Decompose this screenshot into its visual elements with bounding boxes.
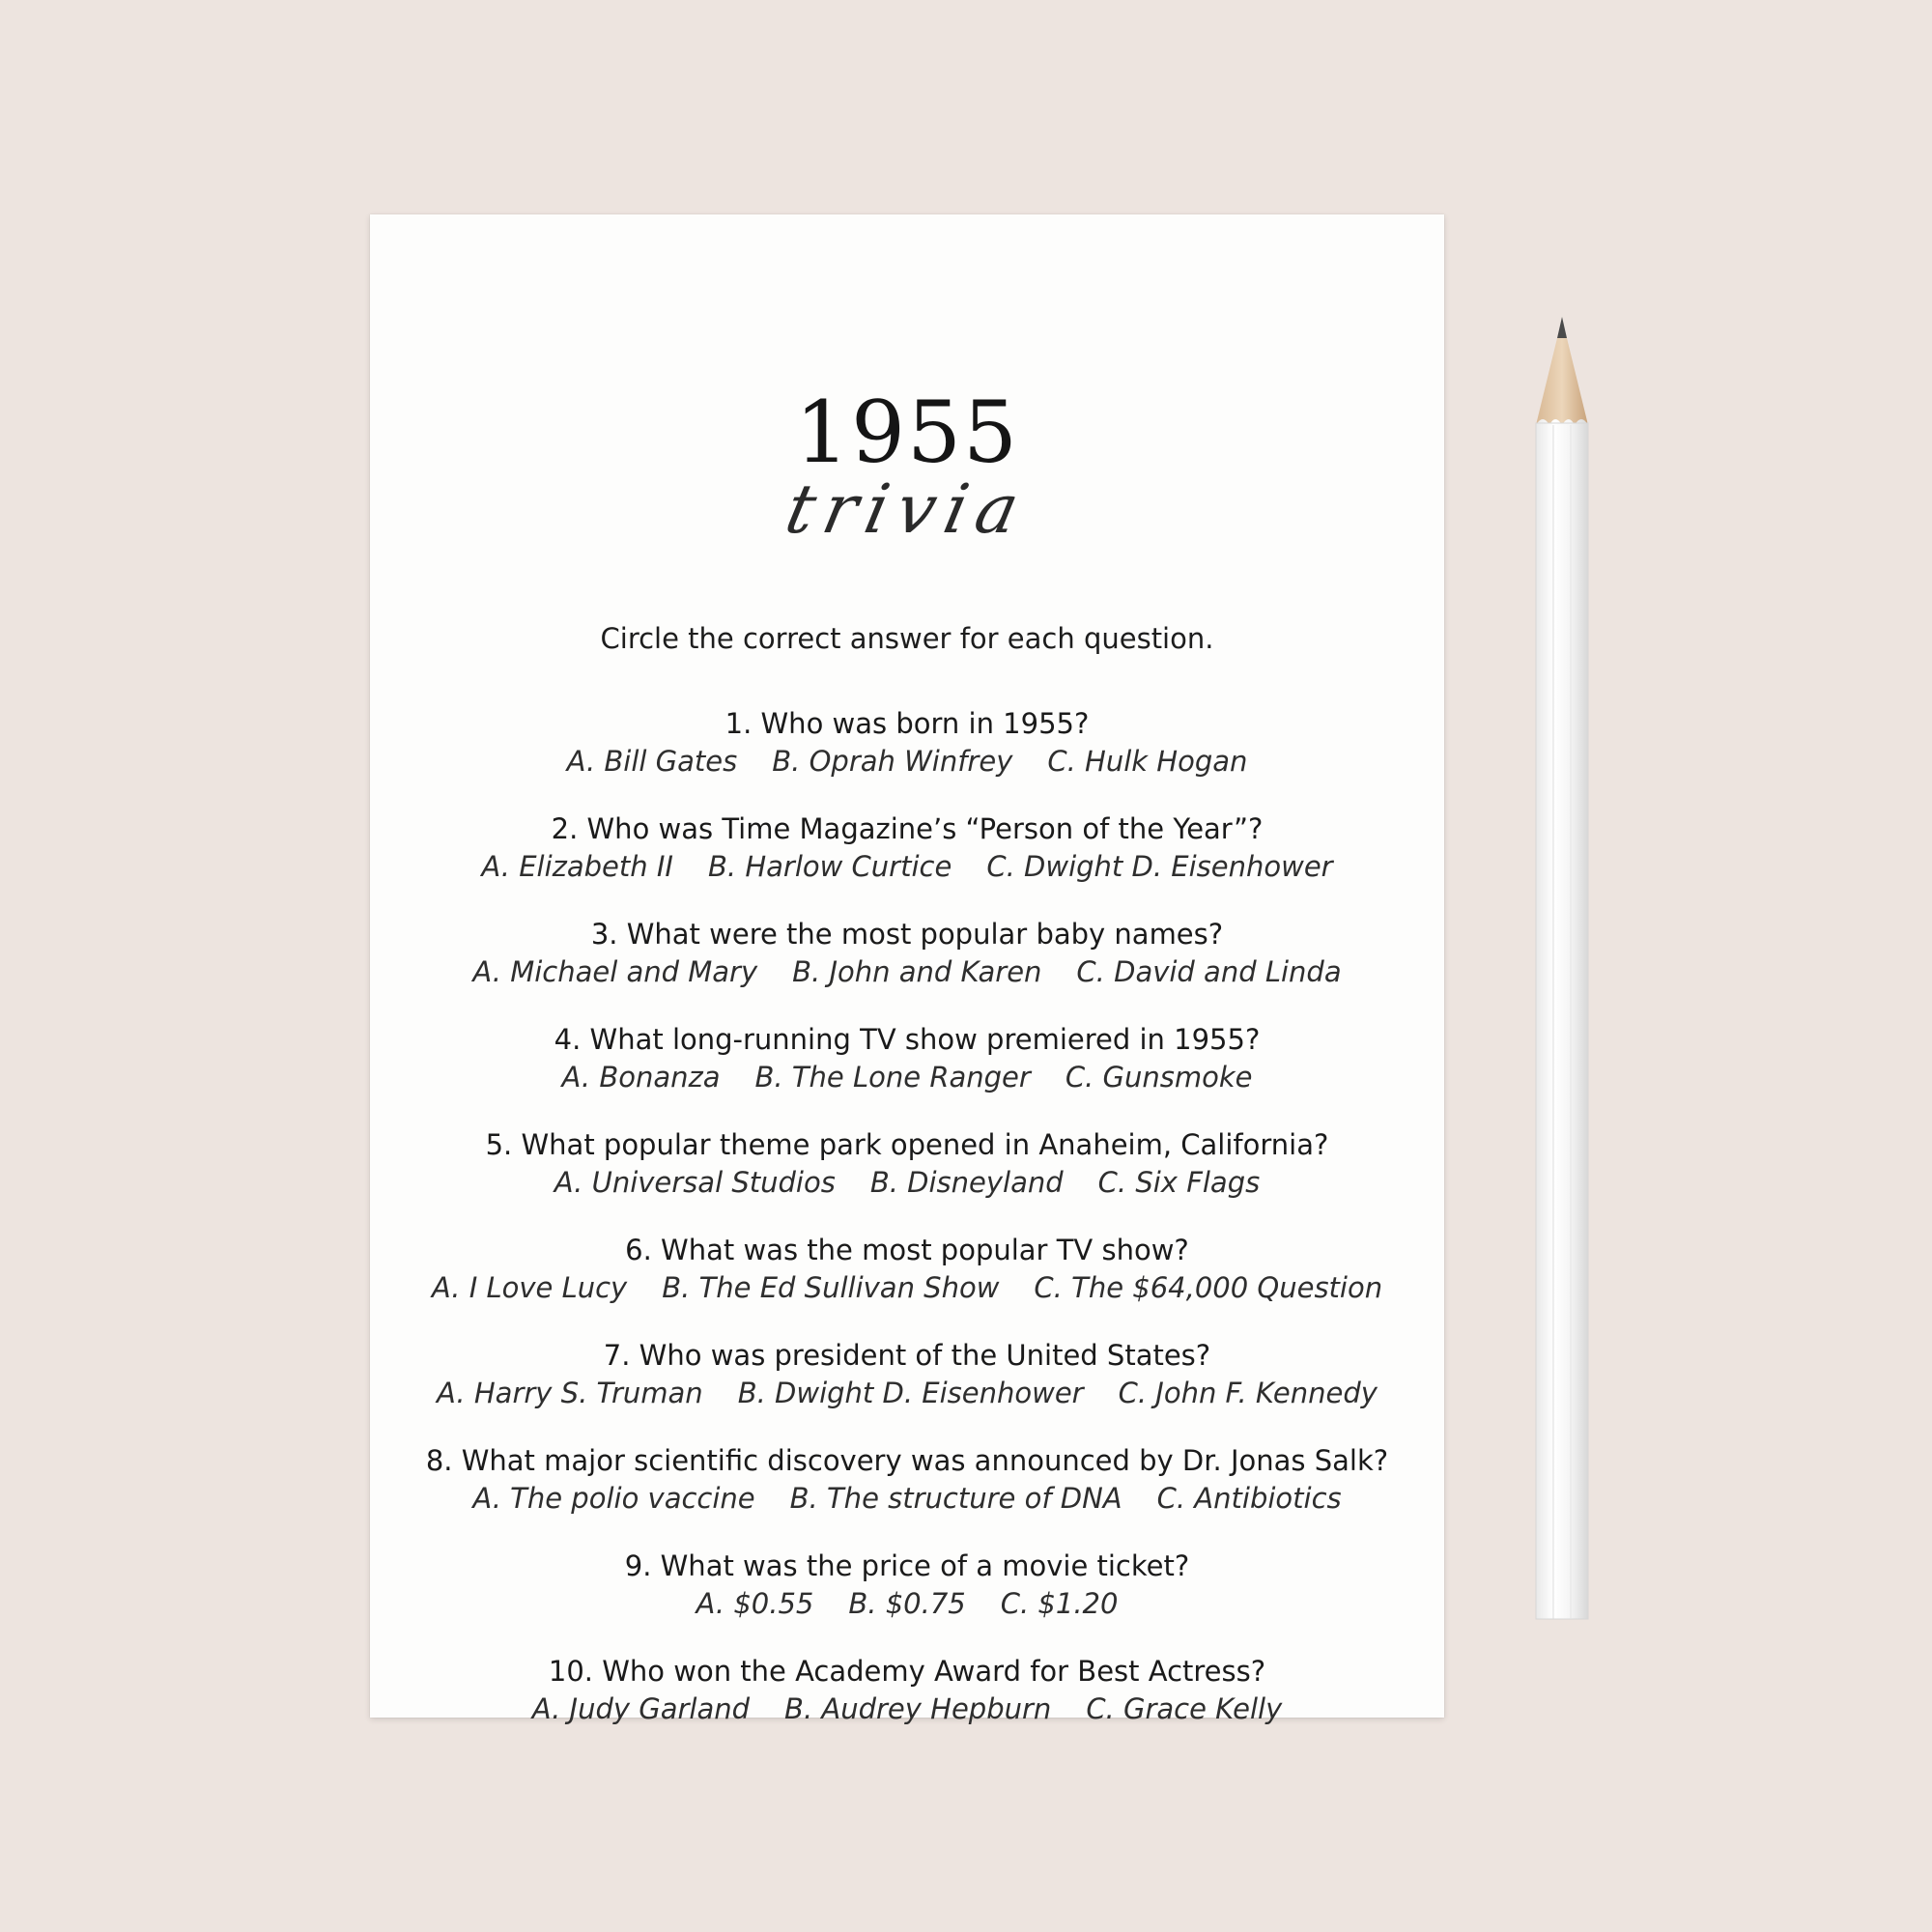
option-c[interactable]: C. Dwight D. Eisenhower [986,850,1333,883]
option-a[interactable]: A. Universal Studios [554,1166,836,1199]
option-c[interactable]: C. Six Flags [1097,1166,1261,1199]
instructions: Circle the correct answer for each question. [600,622,1214,655]
question-text: 1. Who was born in 1955? [724,707,1090,740]
option-a[interactable]: A. Harry S. Truman [437,1377,703,1409]
question-text: 3. What were the most popular baby names? [590,918,1224,951]
question-2 [370,810,1444,886]
answer-options [370,847,1444,886]
answer-options [370,1058,1444,1096]
option-c[interactable]: C. Gunsmoke [1065,1061,1253,1094]
option-a[interactable]: A. The polio vaccine [472,1482,755,1515]
question-3 [370,916,1444,991]
question-text: 7. Who was president of the United States? [603,1339,1211,1372]
question-text: 8. What major scientific discovery was announced by Dr. Jonas Salk? [425,1444,1389,1477]
option-c[interactable]: C. $1.20 [1000,1587,1119,1620]
option-b[interactable]: B. Harlow Curtice [707,850,952,883]
option-b[interactable]: B. The structure of DNA [789,1482,1122,1515]
trivia-card [370,214,1444,1725]
option-b[interactable]: B. The Lone Ranger [754,1061,1031,1094]
question-text: 2. Who was Time Magazine’s “Person of the Year”? [551,812,1264,845]
option-a[interactable]: A. Bill Gates [566,745,738,778]
option-c[interactable]: C. Grace Kelly [1086,1692,1283,1725]
option-c[interactable]: C. John F. Kennedy [1118,1377,1378,1409]
option-b[interactable]: B. Audrey Hepburn [784,1692,1052,1725]
question-text: 9. What was the price of a movie ticket? [624,1549,1190,1582]
answer-options [370,1163,1444,1202]
question-text: 5. What popular theme park opened in Anaheim, California? [485,1128,1329,1161]
option-c[interactable]: C. Antibiotics [1156,1482,1342,1515]
option-a[interactable]: A. $0.55 [696,1587,814,1620]
question-4 [370,1021,1444,1096]
title-subtitle: trivia [779,469,1036,549]
option-a[interactable]: A. Judy Garland [531,1692,751,1725]
option-a[interactable]: A. Bonanza [561,1061,721,1094]
option-a[interactable]: A. Elizabeth II [481,850,673,883]
question-5 [370,1126,1444,1202]
answer-options [370,1479,1444,1518]
question-text: 10. Who won the Academy Award for Best Actress? [548,1655,1266,1688]
answer-options [370,1690,1444,1728]
option-a[interactable]: A. I Love Lucy [431,1271,628,1304]
question-text: 4. What long-running TV show premiered in 1955? [554,1023,1261,1056]
question-10 [370,1653,1444,1728]
question-6 [370,1232,1444,1307]
option-b[interactable]: B. John and Karen [792,955,1042,988]
question-1 [370,705,1444,781]
option-c[interactable]: C. The $64,000 Question [1034,1271,1383,1304]
question-8 [370,1442,1444,1518]
answer-options [370,1268,1444,1307]
pencil-icon [1534,317,1590,1621]
answer-options [370,1584,1444,1623]
option-b[interactable]: B. Dwight D. Eisenhower [737,1377,1084,1409]
title-year: 1955 [795,383,1019,482]
question-9 [370,1548,1444,1623]
answer-options [370,742,1444,781]
question-text: 6. What was the most popular TV show? [625,1234,1189,1266]
option-c[interactable]: C. Hulk Hogan [1047,745,1248,778]
option-b[interactable]: B. The Ed Sullivan Show [662,1271,1000,1304]
answer-options [370,1374,1444,1412]
question-list [370,705,1444,1728]
question-7 [370,1337,1444,1412]
option-a[interactable]: A. Michael and Mary [472,955,758,988]
option-b[interactable]: B. Disneyland [869,1166,1064,1199]
option-b[interactable]: B. $0.75 [848,1587,966,1620]
option-b[interactable]: B. Oprah Winfrey [772,745,1013,778]
option-c[interactable]: C. David and Linda [1076,955,1342,988]
answer-options [370,952,1444,991]
